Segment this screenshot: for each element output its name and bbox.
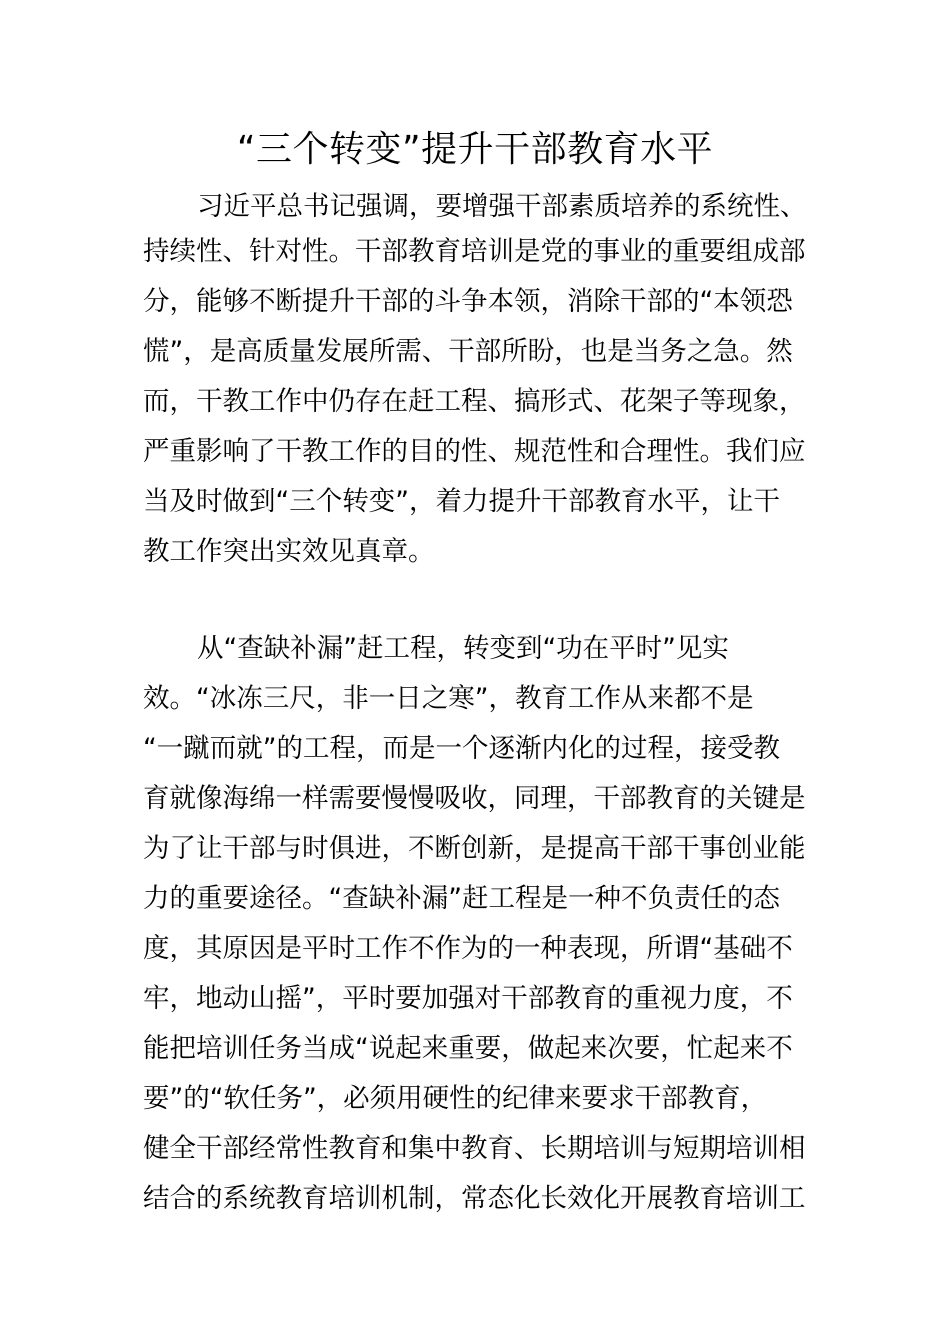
paragraph-line: 为了让干部与时俱进，不断创新，是提高干部干事创业能: [143, 833, 806, 864]
paragraph-line: 持续性、针对性。干部教育培训是党的事业的重要组成部: [143, 236, 806, 267]
paragraph-line: 育就像海绵一样需要慢慢吸收，同理，干部教育的关键是: [143, 783, 806, 814]
paragraph-line: 分，能够不断提升干部的斗争本领，消除干部的“本领恐: [143, 286, 793, 317]
paragraph-line: 而，干教工作中仍存在赶工程、搞形式、花架子等现象，: [143, 386, 806, 417]
paragraph-line: “一蹴而就”的工程，而是一个逐渐内化的过程，接受教: [143, 733, 780, 764]
paragraph-line: 健全干部经常性教育和集中教育、长期培训与短期培训相: [143, 1133, 806, 1164]
paragraph-line: 教工作突出实效见真章。: [143, 536, 435, 567]
paragraph-line: 要”的“软任务”，必须用硬性的纪律来要求干部教育，: [143, 1083, 768, 1114]
paragraph-line: 度，其原因是平时工作不作为的一种表现，所谓“基础不: [143, 933, 793, 964]
paragraph-line: 效。“冰冻三尺，非一日之寒”，教育工作从来都不是: [143, 683, 754, 714]
paragraph-line: 牢，地动山摇”，平时要加强对干部教育的重视力度，不: [143, 983, 793, 1014]
paragraph-line: 结合的系统教育培训机制，常态化长效化开展教育培训工: [143, 1183, 806, 1214]
paragraph-line: 当及时做到“三个转变”，着力提升干部教育水平，让干: [143, 486, 780, 517]
paragraph-line: 严重影响了干教工作的目的性、规范性和合理性。我们应: [143, 436, 806, 467]
document-title: “三个转变”提升干部教育水平: [236, 129, 714, 170]
paragraph-line: 从“查缺补漏”赶工程，转变到“功在平时”见实: [197, 633, 729, 664]
paragraph-line: 力的重要途径。“查缺补漏”赶工程是一种不负责任的态: [143, 883, 780, 914]
paragraph-line: 习近平总书记强调，要增强干部素质培养的系统性、: [197, 191, 807, 222]
paragraph-line: 慌”，是高质量发展所需、干部所盼，也是当务之急。然: [143, 336, 793, 367]
paragraph-line: 能把培训任务当成“说起来重要，做起来次要，忙起来不: [143, 1033, 793, 1064]
